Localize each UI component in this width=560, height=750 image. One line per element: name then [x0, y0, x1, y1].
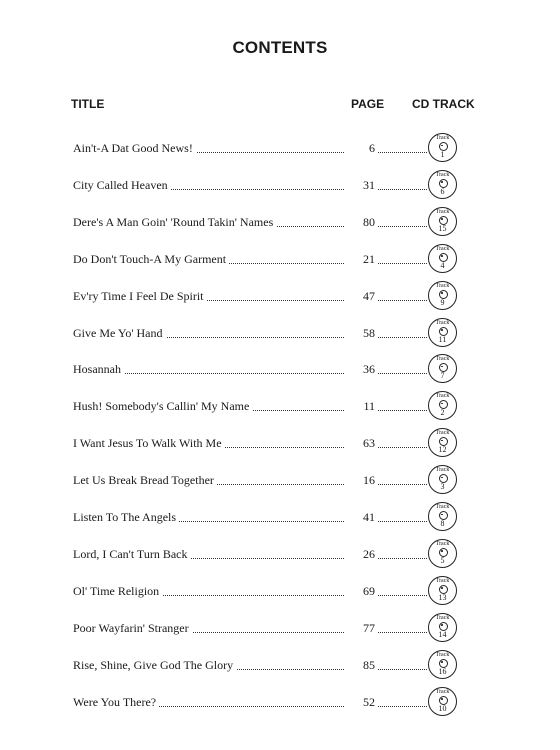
list-item — [0, 688, 560, 718]
list-item — [0, 392, 560, 422]
page-number: 11 — [345, 399, 377, 414]
track-number: 12 — [438, 445, 447, 455]
list-item — [0, 171, 560, 201]
cd-track-icon — [428, 354, 457, 383]
dot-leader — [378, 587, 427, 596]
track-label: Track — [435, 319, 450, 326]
cd-track-icon — [428, 318, 457, 347]
track-label: Track — [435, 171, 450, 178]
cd-track-icon — [428, 244, 457, 273]
column-header-page: PAGE — [351, 97, 385, 111]
cd-track-icon — [428, 207, 457, 236]
list-item — [0, 134, 560, 164]
song-title: Ol' Time Religion — [73, 584, 162, 599]
column-header-title: TITLE — [71, 97, 105, 111]
track-number: 10 — [438, 703, 447, 713]
track-number: 13 — [438, 592, 447, 602]
track-number: 9 — [440, 297, 445, 307]
track-label: Track — [435, 430, 450, 437]
song-title: Ev'ry Time I Feel De Spirit — [73, 289, 207, 304]
track-label: Track — [435, 651, 450, 658]
page-number: 47 — [345, 289, 377, 304]
dot-leader — [378, 402, 427, 411]
page-number: 58 — [345, 326, 377, 341]
track-label: Track — [435, 393, 450, 400]
page-number: 16 — [345, 473, 377, 488]
dot-leader — [378, 698, 427, 707]
list-item — [0, 540, 560, 570]
page-number: 69 — [345, 584, 377, 599]
dot-leader — [378, 292, 427, 301]
list-item — [0, 355, 560, 385]
track-label: Track — [435, 208, 450, 215]
list-item — [0, 319, 560, 349]
track-number: 4 — [440, 260, 445, 270]
dot-leader — [378, 439, 427, 448]
page-number: 21 — [345, 252, 377, 267]
dot-leader — [378, 144, 427, 153]
cd-track-icon — [428, 502, 457, 531]
song-title: Poor Wayfarin' Stranger — [73, 621, 192, 636]
page-title: CONTENTS — [232, 38, 328, 57]
dot-leader — [378, 329, 427, 338]
dot-leader — [378, 365, 427, 374]
list-item — [0, 466, 560, 496]
page-number: 63 — [345, 436, 377, 451]
dot-leader — [378, 550, 427, 559]
dot-leader — [378, 255, 427, 264]
track-number: 16 — [438, 666, 447, 676]
cd-track-icon — [428, 687, 457, 716]
track-number: 14 — [438, 629, 447, 639]
list-item — [0, 245, 560, 275]
song-title: Listen To The Angels — [73, 510, 179, 525]
page-number: 41 — [345, 510, 377, 525]
track-label: Track — [435, 688, 450, 695]
page-number: 80 — [345, 215, 377, 230]
track-label: Track — [435, 577, 450, 584]
track-label: Track — [435, 467, 450, 474]
track-number: 8 — [440, 519, 445, 528]
cd-track-icon — [428, 539, 457, 568]
list-item — [0, 503, 560, 533]
list-item — [0, 282, 560, 312]
page-number: 6 — [345, 141, 377, 156]
song-title: I Want Jesus To Walk With Me — [73, 436, 225, 451]
track-label: Track — [435, 282, 450, 289]
cd-track-icon — [428, 576, 457, 605]
page-number: 52 — [345, 695, 377, 710]
song-title: Lord, I Can't Turn Back — [73, 547, 191, 562]
track-number: 7 — [440, 371, 445, 381]
track-number: 3 — [440, 482, 445, 492]
list-item — [0, 577, 560, 607]
track-number: 2 — [440, 408, 445, 418]
track-label: Track — [435, 540, 450, 547]
page-number: 36 — [345, 362, 377, 377]
song-title: Hush! Somebody's Callin' My Name — [73, 399, 252, 414]
dot-leader — [378, 624, 427, 633]
list-item — [0, 614, 560, 644]
cd-track-icon — [428, 133, 457, 162]
track-number: 15 — [438, 223, 447, 233]
song-title: Were You There? — [73, 695, 159, 710]
track-label: Track — [435, 504, 450, 510]
page-number: 31 — [345, 178, 377, 193]
track-number: 5 — [440, 555, 445, 565]
column-header-cd-track: CD TRACK — [412, 97, 475, 111]
dot-leader — [378, 661, 427, 670]
cd-track-icon — [428, 650, 457, 679]
page-number: 85 — [345, 658, 377, 673]
song-title: Dere's A Man Goin' 'Round Takin' Names — [73, 215, 276, 230]
track-number: 1 — [440, 150, 445, 159]
track-number: 6 — [440, 186, 445, 196]
song-title: Ain't-A Dat Good News! — [73, 141, 196, 156]
page-number: 77 — [345, 621, 377, 636]
track-label: Track — [435, 135, 450, 141]
track-label: Track — [435, 356, 450, 363]
cd-track-icon — [428, 391, 457, 420]
song-title: Do Don't Touch-A My Garment — [73, 252, 229, 267]
track-number: 11 — [438, 334, 447, 344]
list-item — [0, 651, 560, 681]
dot-leader — [378, 513, 427, 522]
page-number: 26 — [345, 547, 377, 562]
dot-leader — [378, 476, 427, 485]
track-label: Track — [435, 614, 450, 621]
cd-track-icon — [428, 170, 457, 199]
song-title: Let Us Break Bread Together — [73, 473, 217, 488]
dot-leader — [378, 218, 427, 227]
list-item — [0, 429, 560, 459]
cd-track-icon — [428, 428, 457, 457]
track-label: Track — [435, 245, 450, 252]
song-title: Give Me Yo' Hand — [73, 326, 166, 341]
cd-track-icon — [428, 465, 457, 494]
song-title: Rise, Shine, Give God The Glory — [73, 658, 236, 673]
song-title: City Called Heaven — [73, 178, 171, 193]
list-item — [0, 208, 560, 238]
cd-track-icon — [428, 613, 457, 642]
song-title: Hosannah — [73, 362, 124, 377]
cd-track-icon — [428, 281, 457, 310]
dot-leader — [378, 181, 427, 190]
